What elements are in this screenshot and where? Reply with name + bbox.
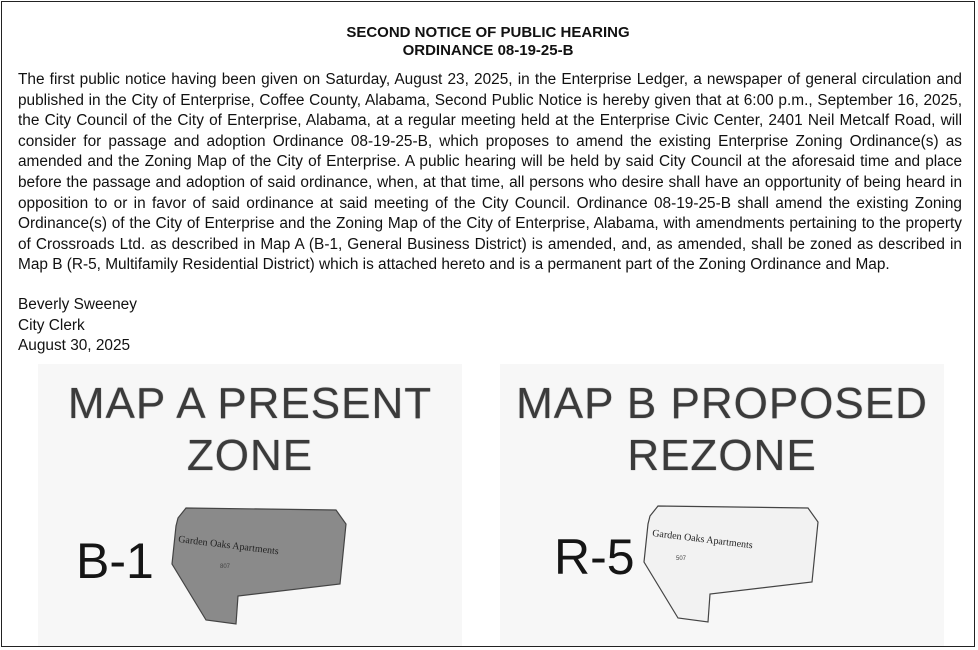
map-b-parcel-label: Garden Oaks Apartments — [651, 528, 754, 552]
map-b-heading — [500, 378, 944, 482]
clerk-title: City Clerk — [18, 316, 85, 334]
notice-title — [2, 24, 974, 60]
map-a-parcel-map — [164, 502, 354, 632]
map-a-zone-label: B-1 — [76, 533, 154, 589]
map-b-parcel-shape — [644, 506, 818, 622]
map-a-parcel-label: Garden Oaks Apartments — [177, 534, 280, 558]
title-line-1: SECOND NOTICE OF PUBLIC HEARING — [346, 24, 630, 41]
notice-body: The first public notice having been given on Saturday, August 23, 2025, in the Enterprise Ledger, a newspaper of general circulation and published in the City of Enterprise, Coffee County, Alabama, Second Public Notice is hereby given that at 6:00 p.m., September 16, 2025, the City Council of the City of Enterprise, Alabama, at a regular meeting held at the Enterprise Civic Center, 2401 Neil Metcalf Road, will consider for passage and adoption Ordinance 08-19-25-B, which proposes to amend the existing Enterprise Zoning Ordinance(s) as amended and the Zoning Map of the City of Enterprise. A public hearing will be held by said City Council at the aforesaid time and place before the passage and adoption of said ordinance, when, at that time, all persons who desire shall have an opportunity of being heard in opposition to or in favor of said ordinance at said meeting of the City Council. Ordinance 08-19-25-B shall amend the existing Zoning Ordinance(s) of the City of Enterprise and the Zoning Map of the City of Enterprise, Alabama, with amendments pertaining to the property of Crossroads Ltd. as described in Map A (B-1, General Business District) is amended, and, as amended, shall be zoned as described in Map B (R-5, Multifamily Residential District) which is attached hereto and is a permanent part of the Zoning Ordinance and Map. — [18, 71, 962, 274]
notice-date: August 30, 2025 — [18, 337, 131, 355]
title-line-2: ORDINANCE 08-19-25-B — [402, 42, 574, 59]
map-b-parcel-number: 507 — [676, 556, 687, 562]
map-b-heading-line-2: REZONE — [627, 431, 817, 480]
map-a-heading — [38, 378, 462, 482]
notice-frame — [1, 1, 975, 647]
map-b-heading-line-1: MAP B PROPOSED — [516, 379, 928, 428]
signature-block — [18, 295, 137, 357]
map-a-parcel-number: 807 — [220, 564, 231, 570]
map-a-heading-line-2: ZONE — [186, 431, 314, 480]
map-a-parcel-shape — [172, 508, 346, 624]
map-b-zone-label: R-5 — [554, 529, 635, 585]
map-b-parcel-map — [636, 500, 826, 630]
clerk-name: Beverly Sweeney — [18, 296, 137, 313]
map-a-panel — [38, 364, 462, 647]
map-a-heading-line-1: MAP A PRESENT — [67, 379, 433, 428]
map-b-panel — [500, 364, 944, 647]
